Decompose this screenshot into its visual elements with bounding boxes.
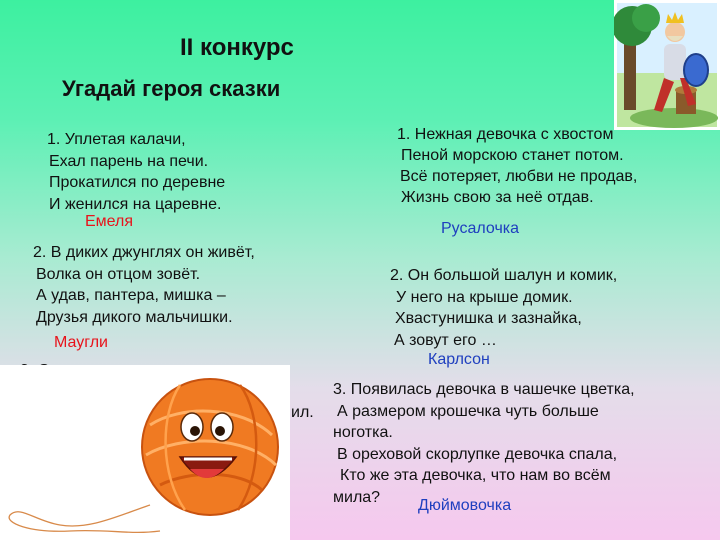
riddle-line: Кто же эта девочка, что нам во всём [340,467,611,484]
riddle-line: Пеной морскою станет потом. [401,147,624,164]
riddle-line: Прокатился по деревне [49,174,226,191]
right-riddle-3 [333,379,635,508]
riddle-line: 2. В диких джунглях он живёт, [33,244,255,261]
slide-subtitle: Угадай героя сказки [62,76,281,101]
riddle-line: 1. Нежная девочка с хвостом [397,126,614,143]
left-riddle-2 [33,242,255,328]
riddle-line: А зовут его … [394,331,497,349]
right-riddle-2 [390,265,617,351]
fairy-tale-prince-picture [614,0,720,130]
riddle-line: ноготка. [333,424,393,441]
riddle-line: И женился на царевне. [49,195,222,213]
riddle-line: 2. Он большой шалун и комик, [390,267,618,284]
slide-title: II конкурс [180,34,294,61]
left-riddle-1 [47,129,225,215]
answer-mowgli: Маугли [54,334,108,351]
riddle-line: 3. Появилась девочка в чашечке цветка, [333,381,635,398]
left-riddle-3-fragment: ил. [291,404,314,421]
right-riddle-1 [397,124,637,208]
answer-rusalochka: Русалочка [441,220,520,237]
riddle-line: Жизнь свою за неё отдав. [401,189,594,206]
yarn-ball-picture [0,365,290,540]
riddle-line: Всё потеряет, любви не продав, [400,168,638,185]
riddle-line: Волка он отцом зовёт. [36,265,201,283]
answer-dyuymovochka: Дюймовочка [418,497,512,514]
riddle-line: У него на крыше домик. [396,288,573,306]
riddle-line: 1. Уплетая калачи, [47,131,186,148]
riddle-line: Ехал парень на печи. [49,152,209,170]
riddle-line: В ореховой скорлупке девочка спала, [337,445,618,463]
riddle-line: А размером крошечка чуть больше [337,402,599,420]
riddle-line: А удав, пантера, мишка – [36,287,226,304]
answer-emelya: Емеля [85,213,134,230]
riddle-line: Друзья дикого мальчишки. [36,308,233,326]
answer-karlson: Карлсон [428,351,490,368]
riddle-line: мила? [333,488,381,506]
riddle-line: Хвастунишка и зазнайка, [395,310,582,327]
